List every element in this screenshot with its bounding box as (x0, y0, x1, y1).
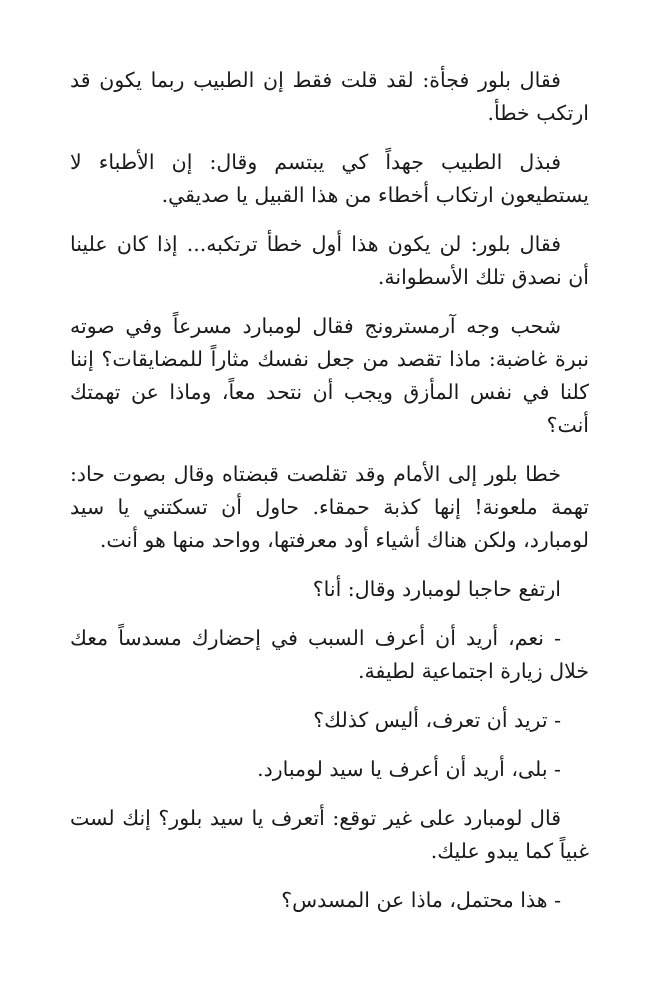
paragraph-3: فقال بلور: لن يكون هذا أول خطأ ترتكبه... إذا كان علينا أن نصدق تلك الأسطوانة. (70, 232, 589, 289)
paragraph-10: قال لومبارد على غير توقع: أتعرف يا سيد بلور؟ إنك لست غبياً كما يبدو عليك. (70, 806, 589, 863)
paragraph-11: - هذا محتمل، ماذا عن المسدس؟ (281, 888, 561, 912)
paragraph-5: خطا بلور إلى الأمام وقد تقلصت قبضتاه وقال بصوت حاد: تهمة ملعونة! إنها كذبة حمقاء. حاول أن تسكتني يا سيد لومبارد، ولكن هناك أشياء أود معرفتها، وواحد منها هو أنت. (70, 462, 589, 552)
paragraph-4: شحب وجه آرمسترونج فقال لومبارد مسرعاً وفي صوته نبرة غاضبة: ماذا تقصد من جعل نفسك مثاراً للمضايقات؟ إننا كلنا في نفس المأزق ويجب أن نتحد معاً، وماذا عن تهمتك أنت؟ (70, 314, 589, 437)
book-page (70, 64, 589, 933)
paragraph-7: - نعم، أريد أن أعرف السبب في إحضارك مسدساً معك خلال زيارة اجتماعية لطيفة. (70, 626, 589, 683)
paragraph-1: فقال بلور فجأة: لقد قلت فقط إن الطبيب ربما يكون قد ارتكب خطأ. (70, 68, 589, 125)
paragraph-2: فبذل الطبيب جهداً كي يبتسم وقال: إن الأطباء لا يستطيعون ارتكاب أخطاء من هذا القبيل يا صديقي. (70, 150, 589, 207)
paragraph-9: - بلى، أريد أن أعرف يا سيد لومبارد. (257, 757, 561, 781)
paragraph-8: - تريد أن تعرف، أليس كذلك؟ (313, 708, 561, 732)
paragraph-6: ارتفع حاجبا لومبارد وقال: أنا؟ (312, 577, 561, 601)
